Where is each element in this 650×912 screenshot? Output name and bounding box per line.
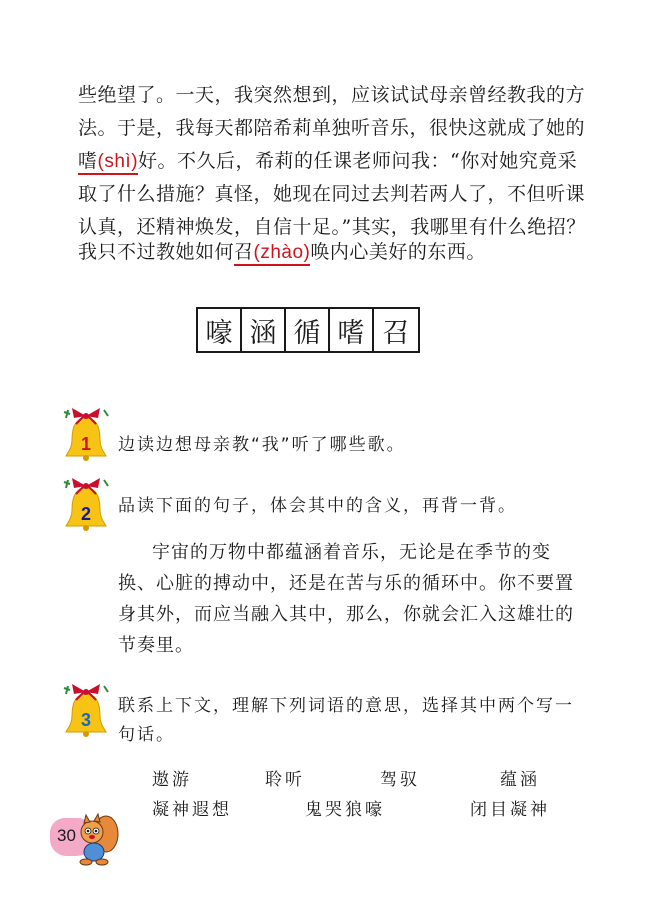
passage-line-3 (78, 146, 577, 173)
vocab-word: 蕴涵 (500, 770, 540, 790)
bell-icon (62, 474, 110, 536)
quote-line-4: 节奏里。 (118, 635, 194, 656)
character-cell: 召 (382, 317, 410, 349)
question-number: 3 (80, 710, 92, 730)
passage-line-1: 些绝望了。一天，我突然想到，应该试试母亲曾经教我的方 (78, 84, 586, 106)
character-cell: 嚎 (198, 309, 242, 351)
question-number: 2 (80, 504, 92, 524)
quote-line-3: 身其外，而应当融入其中，那么，你就会汇入这雄壮的 (118, 604, 574, 625)
character-cell: 嗜 (330, 309, 374, 351)
question-3-line-1: 联系上下文，理解下列词语的意思，选择其中两个写一 (118, 696, 574, 716)
page-number: 30 (57, 826, 76, 845)
vocab-word: 驾驭 (380, 770, 420, 790)
character-cell: 涵 (242, 309, 286, 351)
quote-line-2: 换、心脏的搏动中，还是在苦与乐的循环中。你不要置 (118, 573, 574, 594)
vocab-word: 鬼哭狼嚎 (305, 800, 385, 820)
passage-line-4: 取了什么措施？真怪，她现在同过去判若两人了，不但听课 (78, 183, 586, 205)
passage-line-6 (78, 237, 486, 264)
passage-text: 好。不久后，希莉的任课老师问我：“你对她究竟采 (138, 150, 578, 172)
quote-line-1: 宇宙的万物中都蕴涵着音乐，无论是在季节的变 (152, 542, 551, 563)
pinyin-shi: (shì) (97, 151, 139, 172)
passage-text: 唤内心美好的东西。 (310, 241, 486, 263)
question-1-text: 边读边想母亲教“我”听了哪些歌。 (118, 435, 406, 455)
passage-line-5: 认真，还精神焕发，自信十足。”其实，我哪里有什么绝招？ (78, 216, 586, 238)
bell-icon (62, 404, 110, 466)
bell-icon (62, 680, 110, 742)
question-2-text: 品读下面的句子，体会其中的含义，再背一背。 (118, 496, 517, 516)
annotated-char: 召 (234, 241, 254, 263)
question-3-line-2: 句话。 (118, 725, 175, 745)
vocab-word: 闭目凝神 (470, 800, 550, 820)
vocab-word: 聆听 (265, 770, 305, 790)
character-cell: 循 (286, 309, 330, 351)
vocab-word: 遨游 (152, 770, 192, 790)
squirrel-mascot-icon (70, 812, 120, 866)
new-characters-box (196, 307, 420, 353)
annotated-char: 嗜 (78, 150, 98, 172)
annotated-word-zhao (234, 241, 310, 266)
passage-text: 我只不过教她如何 (78, 241, 235, 263)
annotated-word-shi (78, 150, 138, 175)
passage-line-2: 法。于是，我每天都陪希莉单独听音乐，很快这就成了她的 (78, 117, 586, 139)
vocab-word: 凝神遐想 (152, 800, 232, 820)
pinyin-zhao: (zhào) (253, 242, 311, 263)
question-number: 1 (80, 434, 92, 454)
